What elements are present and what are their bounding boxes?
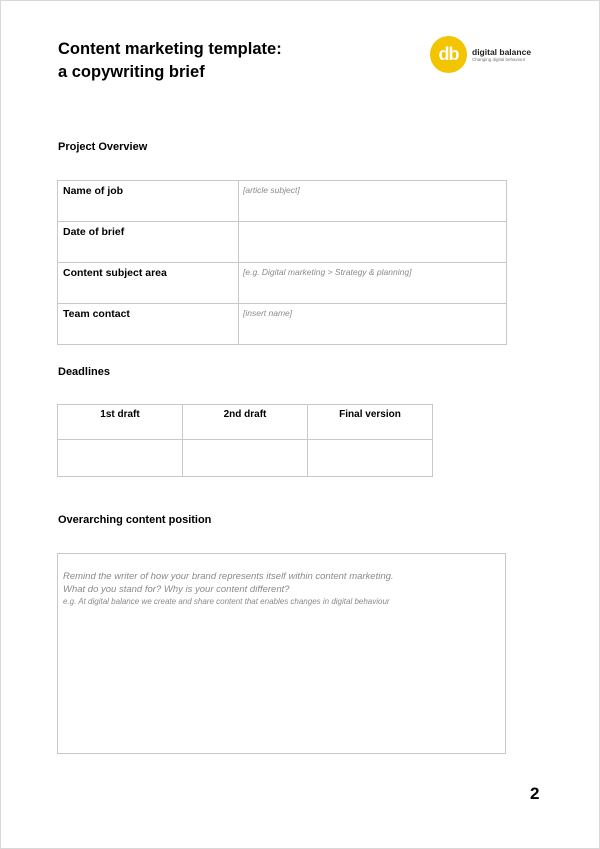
logo-mark-icon: db: [430, 36, 467, 73]
team-contact-label: Team contact: [58, 304, 239, 345]
name-of-job-label: Name of job: [58, 181, 239, 222]
table-header-row: [58, 405, 433, 440]
table-row: [58, 304, 507, 345]
first-draft-field[interactable]: [58, 440, 183, 477]
date-of-brief-label: Date of brief: [58, 222, 239, 263]
logo-name: digital balance: [472, 46, 532, 57]
second-draft-header: 2nd draft: [183, 405, 308, 440]
project-overview-heading: Project Overview: [58, 141, 148, 153]
project-overview-table: [57, 180, 507, 345]
team-contact-field[interactable]: [insert name]: [239, 304, 507, 345]
content-position-line-2: What do you stand for? Why is your content different?: [63, 584, 290, 595]
content-position-field[interactable]: [57, 553, 506, 754]
document-title: [58, 38, 282, 84]
brand-logo: [430, 36, 531, 73]
logo-text: [472, 47, 531, 63]
date-of-brief-field[interactable]: [239, 222, 507, 263]
table-row: [58, 181, 507, 222]
final-version-field[interactable]: [308, 440, 433, 477]
table-row: [58, 263, 507, 304]
content-subject-area-label: Content subject area: [58, 263, 239, 304]
table-row: [58, 222, 507, 263]
deadlines-table: [57, 404, 433, 477]
content-position-line-1: Remind the writer of how your brand represents itself within content marketing.: [63, 571, 394, 582]
final-version-header: Final version: [308, 405, 433, 440]
table-row: [58, 440, 433, 477]
content-position-example: e.g. At digital balance we create and share content that enables changes in digital behaviour: [63, 597, 390, 606]
document-title-line-2: a copywriting brief: [58, 63, 205, 81]
logo-tagline: Changing digital behaviour: [472, 56, 526, 62]
second-draft-field[interactable]: [183, 440, 308, 477]
page-number: 2: [530, 784, 540, 803]
deadlines-heading: Deadlines: [58, 366, 110, 378]
content-subject-area-field[interactable]: [e.g. Digital marketing > Strategy & planning]: [239, 263, 507, 304]
first-draft-header: 1st draft: [58, 405, 183, 440]
content-position-heading: Overarching content position: [58, 514, 212, 526]
document-title-line-1: Content marketing template:: [58, 40, 282, 58]
name-of-job-field[interactable]: [article subject]: [239, 181, 507, 222]
